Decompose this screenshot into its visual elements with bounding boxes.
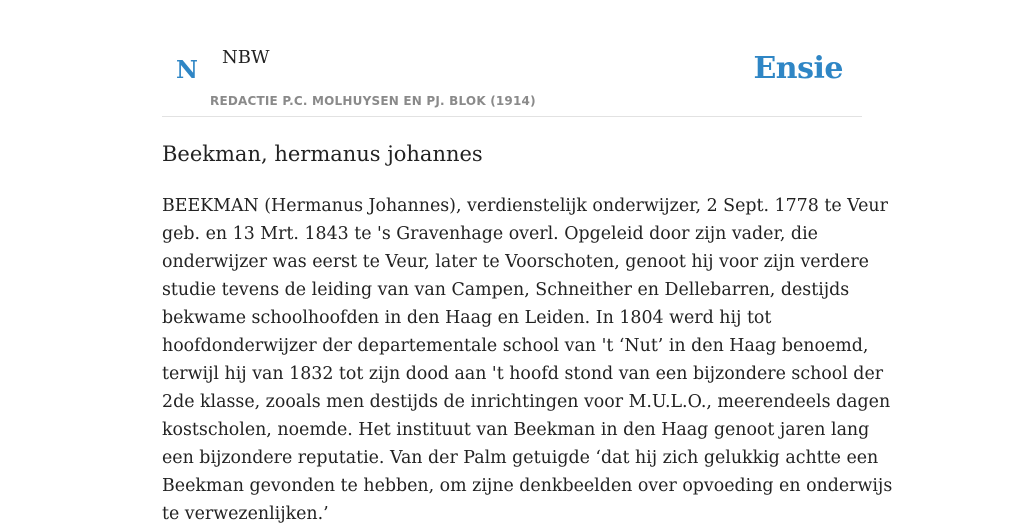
entry-text-line: te verwezenlijken.’: [162, 504, 329, 524]
entry-text-line: BEEKMAN (Hermanus Johannes), verdienstelijk onderwijzer, 2 Sept. 1778 te Veur: [162, 196, 888, 216]
entry-title: Beekman, hermanus johannes: [162, 142, 483, 166]
source-subtitle: REDACTIE P.C. MOLHUYSEN EN PJ. BLOK (1914): [210, 94, 536, 108]
entry-text-line: hoofdonderwijzer der departementale school van 't ‘Nut’ in den Haag benoemd,: [162, 336, 869, 356]
entry-text-line: Beekman gevonden te hebben, om zijne denkbeelden over opvoeding en onderwijs: [162, 476, 893, 496]
entry-text-line: een bijzondere reputatie. Van der Palm getuigde ‘dat hij zich gelukkig achtte een: [162, 448, 879, 468]
entry-text-line: bekwame schoolhoofden in den Haag en Leiden. In 1804 werd hij tot: [162, 308, 772, 328]
entry-text-line: terwijl hij van 1832 tot zijn dood aan 't hoofd stond van een bijzondere school der: [162, 364, 884, 384]
source-title[interactable]: NBW: [222, 47, 270, 68]
entry-text-line: 2de klasse, zooals men destijds de inrichtingen voor M.U.L.O., meerendeels dagen: [162, 392, 891, 412]
source-logo[interactable]: N: [176, 55, 198, 84]
entry-text-line: geb. en 13 Mrt. 1843 te 's Gravenhage overl. Opgeleid door zijn vader, die: [162, 224, 818, 244]
brand-logo[interactable]: Ensie: [753, 51, 843, 86]
entry-text-line: kostscholen, noemde. Het instituut van Beekman in den Haag genoot jaren lang: [162, 420, 870, 440]
entry-text-line: onderwijzer was eerst te Veur, later te Voorschoten, genoot hij voor zijn verdere: [162, 252, 869, 272]
page: [162, 0, 893, 524]
entry-body: [162, 192, 893, 524]
source-header: [162, 0, 862, 117]
entry-text-line: studie tevens de leiding van van Campen, Schneither en Dellebarren, destijds: [162, 280, 850, 300]
